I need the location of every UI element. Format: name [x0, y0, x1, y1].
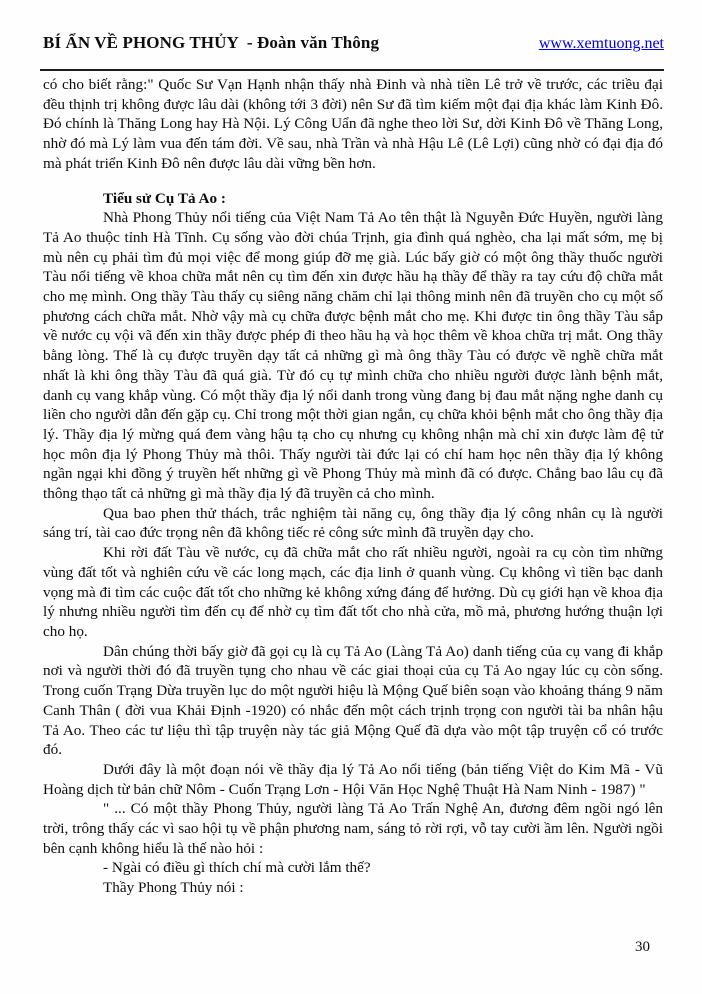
folk-fame-paragraph: Dân chúng thời bấy giờ đã gọi cụ là cụ Tả Ao (Làng Tả Ao) danh tiếng của cụ vang đi khắp nơi và người thời đó đã truyền tụng cho nhau về các giai thoại của cụ Tả Ao ngay lúc cụ còn sống. Trong cuốn Trạng Dừa truyền lục do một người hiệu là Mộng Quế biên soạn vào khoảng tháng 9 năm Canh Thân ( đời vua Khải Định -1920) có nhắc đến một cách trịnh trọng con người tài ba nhân hậu Tả Ao. Theo các tư liệu thì tập truyện này tác giả Mộng Quế đã dựa vào một tập truyện cổ có trước đó. [43, 642, 663, 759]
document-title: BÍ ẨN VỀ PHONG THỦY - Đoàn văn Thông [43, 33, 380, 52]
website-link[interactable]: www.xemtuong.net [538, 35, 664, 52]
return-home-paragraph: Khi rời đất Tàu về nước, cụ đã chữa mắt cho rất nhiều người, ngoài ra cụ còn tìm những vùng đất tốt và nghiên cứu về các long mạch, các địa linh ở quanh vùng. Cụ không vì tiền bạc danh vọng mà đi tìm các cuộc đất tốt cho những kẻ không xứng đáng để hưởng. Dù cụ giới hạn về khoa địa lý nhưng nhiều người tìm đến cụ để nhờ cụ tìm đất tốt cho nhà cửa, mồ mả, phương hướng thuận lợi cho họ. [43, 544, 663, 640]
section-heading: Tiểu sử Cụ Tả Ao : [103, 189, 226, 207]
excerpt-intro-paragraph: Dưới đây là một đoạn nói về thầy địa lý Tả Ao nổi tiếng (bản tiếng Việt do Kim Mã - Vũ Hoàng dịch từ bản chữ Nôm - Cuốn Trạng Lơn - Hội Văn Học Nghệ Thuật Hà Nam Ninh - 1987) " [43, 760, 663, 798]
biography-paragraph: Nhà Phong Thủy nổi tiếng của Việt Nam Tả Ao tên thật là Nguyễn Đức Huyền, người làng Tả Ao thuộc tỉnh Hà Tĩnh. Cụ sống vào đời chúa Trịnh, gia đình quá nghèo, cha lại mất sớm, mẹ bị mù nên cụ phải tìm đủ mọi việc để mong giúp đỡ mẹ già. Lúc bấy giờ có một ông thầy thuốc người Tàu nổi tiếng về khoa chữa mắt nên cụ tìm đến xin được hầu hạ thầy để thầy ra tay cứu độ chữa mắt cho mẹ mình. Ong thầy Tàu thấy cụ siêng năng chăm chỉ lại thông minh nên đã truyền cho cụ một số phương cách chữa mắt. Nhờ vậy mà cụ chữa được bệnh mắt cho mẹ. Khi được tin ông thầy Tàu sắp về nước cụ vội vã đến xin thầy được phép đi theo hầu hạ và học thêm về khoa chữa trị mắt. Ong thầy bằng lòng. Thế là cụ được truyền dạy tất cả những gì mà ông thầy Tàu có được về nghề chữa mắt nhất là khi ông thầy Tàu đã quá già. Từ đó cụ tự mình chữa cho nhiều người được lành bệnh mắt, danh cụ vang khắp vùng. Có một thầy địa lý nổi danh trong vùng đang bị đau mắt nặng nghe danh cụ liền cho người dẫn đến gặp cụ. Chỉ trong một thời gian ngắn, cụ chữa khỏi bệnh mắt cho ông thầy địa lý. Thầy địa lý mừng quá đem vàng hậu tạ cho cụ nhưng cụ không nhận mà chỉ xin được làm đệ tử học môn địa lý Phong Thủy mà thôi. Thấy người tài đức lại có chí ham học nên thầy địa lý không ngần ngại khi đồng ý truyền hết những gì về Phong Thủy mà mình đã có được. Chẳng bao lâu cụ đã thông thạo tất cả những gì mà thầy địa lý đã truyền cả cho mình. [43, 209, 663, 503]
excerpt-quote-paragraph: " ... Có một thầy Phong Thủy, người làng Tả Ao Trấn Nghệ An, đương đêm ngồi ngó lên trời, trông thấy các vì sao hội tụ về phận phương nam, sáng tỏ rời rợi, vỗ tay cười ầm lên. Người ngồi bên cạnh không hiểu là thế nào hỏi : [43, 800, 663, 857]
dialog-lead-line: Thầy Phong Thủy nói : [103, 879, 244, 897]
page-number: 30 [635, 939, 650, 955]
document-body [43, 75, 663, 898]
mentor-trials-paragraph: Qua bao phen thử thách, trắc nghiệm tài năng cụ, ông thầy địa lý công nhân cụ là người sáng trí, tài cao đức trọng nên đã không tiếc rẻ công sức mình đã truyền dạy cho. [43, 504, 663, 542]
intro-paragraph: có cho biết rằng:" Quốc Sư Vạn Hạnh nhận thấy nhà Đinh và nhà tiền Lê trở về trước, các triều đại đều thịnh trị không được lâu dài (không tới 3 đời) nên Sư đã tìm kiếm một đại địa khác làm Kinh Đô. Đó chính là Thăng Long hay Hà Nội. Lý Công Uẩn đã nghe theo lời Sư, dời Kinh Đô về Thăng Long, nhờ đó mà Lý làm vua đến tám đời. Về sau, nhà Trần và nhà Hậu Lê (Lê Lợi) cũng nhờ có đại địa đó mà phát triển Kinh Đô nên được lâu dài vững bền hơn. [43, 76, 663, 172]
page-header [43, 33, 664, 53]
header-divider [40, 69, 664, 71]
dialog-question-line: - Ngài có điều gì thích chí mà cười lắm thế? [103, 859, 371, 877]
